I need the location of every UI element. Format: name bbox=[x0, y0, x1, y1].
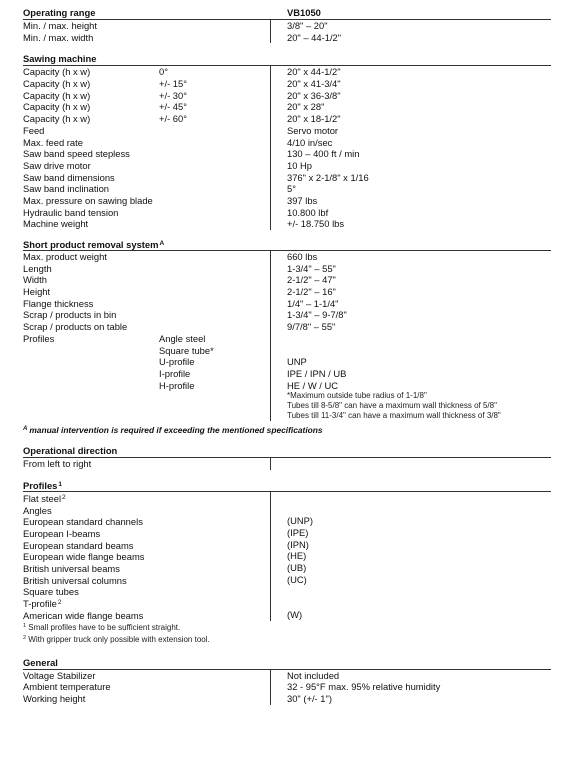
spec-label: Feed bbox=[23, 124, 45, 136]
spec-label: Capacity (h x w) bbox=[23, 89, 91, 101]
spec-row bbox=[23, 458, 551, 470]
note-line: *Maximum outside tube radius of 1-1/8" bbox=[287, 391, 427, 401]
spec-row bbox=[23, 195, 551, 207]
operational-direction-section bbox=[23, 445, 551, 470]
spec-label: Hydraulic band tension bbox=[23, 206, 119, 218]
spec-row bbox=[23, 32, 551, 44]
spec-label: Length bbox=[23, 262, 52, 274]
spec-row bbox=[23, 298, 551, 310]
spec-value: (W) bbox=[287, 608, 303, 620]
spec-rows bbox=[23, 20, 551, 43]
profile-name: Angles bbox=[23, 504, 52, 516]
spec-angle: +/- 30° bbox=[159, 89, 187, 101]
spec-value: 20" x 36-3/8" bbox=[287, 89, 341, 101]
section-title: Profiles bbox=[23, 479, 58, 491]
spec-label: Saw band speed stepless bbox=[23, 148, 130, 160]
spec-row bbox=[23, 574, 551, 586]
section-header bbox=[23, 445, 551, 458]
spec-value: UNP bbox=[287, 356, 307, 368]
tube-notes bbox=[287, 391, 551, 421]
spec-label: Scrap / products on table bbox=[23, 321, 128, 333]
spec-row bbox=[23, 160, 551, 172]
spec-row bbox=[23, 137, 551, 149]
general-section bbox=[23, 657, 551, 705]
spec-row bbox=[23, 504, 551, 516]
section-title: Operating range bbox=[23, 7, 96, 18]
spec-rows bbox=[23, 66, 551, 230]
spec-value: Servo motor bbox=[287, 124, 339, 136]
profiles-section bbox=[23, 479, 551, 645]
spec-label: Scrap / products in bin bbox=[23, 309, 117, 321]
spec-row bbox=[23, 562, 551, 574]
spec-label: Ambient temperature bbox=[23, 681, 111, 693]
spec-label: Max. product weight bbox=[23, 251, 107, 262]
spec-row bbox=[23, 368, 551, 380]
spec-row bbox=[23, 90, 551, 102]
profile-name: American wide flange beams bbox=[23, 609, 144, 621]
spec-value: 660 lbs bbox=[287, 251, 318, 262]
spec-value: 1/4" – 1-1/4" bbox=[287, 297, 339, 309]
spec-value: 2-1/2" – 47" bbox=[287, 274, 336, 286]
spec-value: +/- 18.750 lbs bbox=[287, 218, 345, 230]
note-marker: 2 bbox=[23, 634, 27, 641]
spec-row bbox=[23, 172, 551, 184]
spec-angle: +/- 45° bbox=[159, 101, 187, 113]
section-header bbox=[23, 53, 551, 66]
spec-label bbox=[23, 609, 144, 622]
spec-label: Capacity (h x w) bbox=[23, 78, 91, 90]
spec-sheet bbox=[23, 7, 551, 705]
profile-marker: 2 bbox=[57, 599, 62, 607]
model-name: VB1050 bbox=[287, 7, 321, 18]
section-header bbox=[23, 238, 551, 251]
spec-rows bbox=[23, 670, 551, 705]
spec-label: Max. pressure on sawing blade bbox=[23, 194, 153, 206]
spec-angle: 0° bbox=[159, 66, 168, 78]
spec-row bbox=[23, 585, 551, 597]
section-title: General bbox=[23, 656, 58, 668]
spec-value: 10.800 lbf bbox=[287, 206, 329, 218]
spec-value: 130 – 400 ft / min bbox=[287, 148, 360, 160]
profile-name: European standard beams bbox=[23, 539, 134, 551]
spec-label: Height bbox=[23, 286, 51, 298]
profile-name: British universal beams bbox=[23, 563, 120, 575]
note-text: Small profiles have to be sufficient straight. bbox=[28, 622, 181, 632]
profile-name: T-profile bbox=[23, 598, 57, 610]
spec-value: 397 lbs bbox=[287, 194, 318, 206]
spec-row bbox=[23, 101, 551, 113]
spec-label: Working height bbox=[23, 692, 86, 704]
spec-row bbox=[23, 356, 551, 368]
spec-sublabel: U-profile bbox=[159, 356, 195, 368]
spec-row bbox=[23, 309, 551, 321]
section-title-marker: 1 bbox=[58, 480, 63, 488]
profile-notes bbox=[23, 621, 551, 645]
spec-label: Min. / max. height bbox=[23, 20, 97, 31]
spec-value: (HE) bbox=[287, 550, 307, 562]
spec-value: 32 - 95°F max. 95% relative humidity bbox=[287, 681, 441, 693]
spec-value: 5° bbox=[287, 183, 296, 195]
operating-range-section bbox=[23, 7, 551, 43]
spec-value: 20" – 44-1/2" bbox=[287, 31, 342, 43]
section-header bbox=[23, 7, 551, 20]
spec-value: 20" x 28" bbox=[287, 101, 325, 113]
spec-value: HE / W / UC bbox=[287, 379, 339, 391]
spec-row bbox=[23, 539, 551, 551]
profile-name: European I-beams bbox=[23, 528, 101, 539]
spec-row bbox=[23, 251, 551, 263]
spec-row bbox=[23, 321, 551, 333]
spec-sublabel: Square tube* bbox=[159, 344, 214, 356]
profile-name: Flat steel bbox=[23, 492, 62, 504]
spec-row bbox=[23, 345, 551, 357]
spec-value: (IPN) bbox=[287, 538, 309, 550]
note-line: Tubes till 8-5/8" can have a maximum wall thickness of 5/8" bbox=[287, 401, 497, 411]
spec-row bbox=[23, 693, 551, 705]
spec-label: Width bbox=[23, 274, 47, 286]
spec-value: (UB) bbox=[287, 562, 307, 574]
profile-name: European wide flange beams bbox=[23, 551, 145, 563]
spec-value: 2-1/2" – 16" bbox=[287, 286, 336, 298]
spec-label: Saw band inclination bbox=[23, 183, 109, 195]
spec-row bbox=[23, 66, 551, 78]
spec-row bbox=[23, 218, 551, 230]
spec-sublabel: I-profile bbox=[159, 367, 191, 379]
spec-row bbox=[23, 670, 551, 682]
spec-row bbox=[23, 597, 551, 609]
spec-sublabel: Angle steel bbox=[159, 332, 206, 344]
spec-value: 20" x 18-1/2" bbox=[287, 113, 341, 125]
spec-value: 4/10 in/sec bbox=[287, 136, 333, 148]
section-title: Sawing machine bbox=[23, 53, 97, 65]
spec-row bbox=[23, 550, 551, 562]
section-title-marker: A bbox=[159, 240, 165, 247]
spec-value: 3/8" – 20" bbox=[287, 20, 328, 31]
spec-row bbox=[23, 113, 551, 125]
spec-row bbox=[23, 492, 551, 504]
spec-angle: +/- 60° bbox=[159, 113, 187, 125]
spec-angle: +/- 15° bbox=[159, 78, 187, 90]
spec-value: Not included bbox=[287, 669, 340, 681]
sawing-machine-section bbox=[23, 53, 551, 230]
spec-label: Min. / max. width bbox=[23, 31, 94, 43]
spec-value: 376" x 2-1/8" x 1/16 bbox=[287, 171, 369, 183]
spec-row bbox=[23, 333, 551, 345]
spec-label: Machine weight bbox=[23, 218, 89, 230]
spec-label: Saw band dimensions bbox=[23, 171, 115, 183]
spec-sublabel: H-profile bbox=[159, 379, 195, 391]
spec-row bbox=[23, 609, 551, 621]
footnote-text: manual intervention is required if exceeding the mentioned specifications bbox=[29, 425, 323, 436]
profile-name: Square tubes bbox=[23, 586, 79, 598]
profile-name: European standard channels bbox=[23, 516, 143, 528]
spec-row bbox=[23, 515, 551, 527]
note-text: With gripper truck only possible with extension tool. bbox=[28, 634, 210, 644]
note-line bbox=[23, 633, 551, 645]
section-title: Operational direction bbox=[23, 445, 118, 457]
spec-label: Capacity (h x w) bbox=[23, 113, 91, 125]
spec-rows bbox=[23, 458, 551, 470]
spec-value: (UC) bbox=[287, 573, 307, 585]
spec-label: Capacity (h x w) bbox=[23, 66, 91, 78]
spec-label: Max. feed rate bbox=[23, 136, 83, 148]
spec-value: 20" x 41-3/4" bbox=[287, 78, 341, 90]
footnote-marker: A bbox=[23, 426, 28, 433]
spec-value: 10 Hp bbox=[287, 159, 313, 171]
spec-value: 20" x 44-1/2" bbox=[287, 66, 341, 78]
spec-value: IPE / IPN / UB bbox=[287, 367, 347, 379]
spec-row bbox=[23, 125, 551, 137]
spec-value: 1-3/4" – 55" bbox=[287, 262, 336, 274]
spec-value: 30" (+/- 1") bbox=[287, 692, 332, 704]
spec-value: (UNP) bbox=[287, 515, 314, 527]
spec-label: Voltage Stabilizer bbox=[23, 669, 96, 681]
spec-rows bbox=[23, 492, 551, 621]
spec-row bbox=[23, 20, 551, 32]
profile-name: British universal columns bbox=[23, 574, 127, 586]
section-header bbox=[23, 479, 551, 492]
manual-intervention-footnote bbox=[23, 425, 551, 435]
spec-row bbox=[23, 274, 551, 286]
spec-value: 1-3/4" – 9-7/8" bbox=[287, 309, 347, 321]
note-marker: 1 bbox=[23, 622, 27, 629]
short-product-removal-section bbox=[23, 238, 551, 435]
note-line bbox=[23, 621, 551, 633]
spec-row bbox=[23, 380, 551, 392]
spec-row bbox=[23, 148, 551, 160]
spec-label: Flange thickness bbox=[23, 297, 94, 309]
spec-label: Saw drive motor bbox=[23, 159, 91, 171]
spec-label: From left to right bbox=[23, 458, 92, 470]
section-title: Short product removal system bbox=[23, 239, 159, 250]
spec-row bbox=[23, 183, 551, 195]
spec-row bbox=[23, 78, 551, 90]
spec-label: Profiles bbox=[23, 332, 55, 344]
spec-rows bbox=[23, 251, 551, 421]
spec-row bbox=[23, 527, 551, 539]
spec-row bbox=[23, 681, 551, 693]
spec-row bbox=[23, 263, 551, 275]
note-line: Tubes till 11-3/4" can have a maximum wall thickness of 3/8" bbox=[287, 411, 501, 421]
profile-marker: 2 bbox=[62, 493, 66, 501]
section-header bbox=[23, 657, 551, 670]
spec-label: Capacity (h x w) bbox=[23, 101, 91, 113]
spec-value: (IPE) bbox=[287, 527, 309, 538]
spec-row bbox=[23, 207, 551, 219]
spec-row bbox=[23, 286, 551, 298]
spec-value: 9/7/8" – 55" bbox=[287, 321, 336, 333]
